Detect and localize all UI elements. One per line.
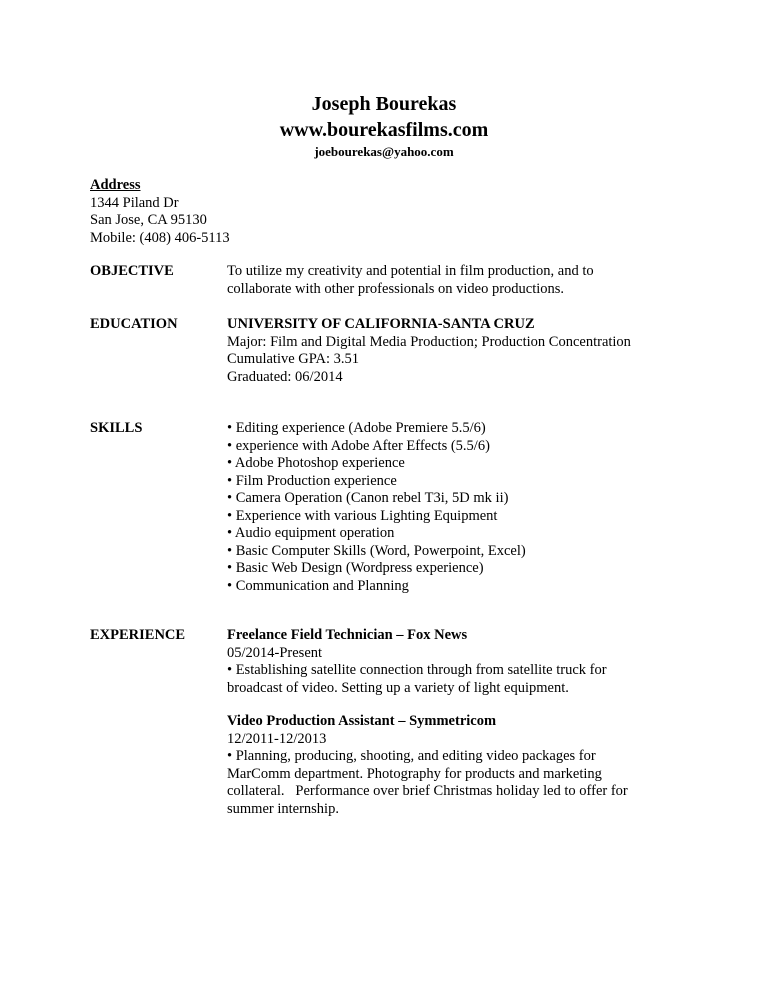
experience-label: EXPERIENCE <box>90 627 186 643</box>
job-dates: 05/2014-Present <box>227 644 323 661</box>
objective-body <box>227 263 594 298</box>
skills-label: SKILLS <box>90 420 143 436</box>
objective-label: OBJECTIVE <box>90 263 174 279</box>
skill-item: • experience with Adobe After Effects (5.5/6) <box>227 437 490 454</box>
education-body <box>227 316 631 386</box>
email-address: joebourekas@yahoo.com <box>314 144 454 159</box>
address-block <box>90 177 230 247</box>
skill-item: • Basic Computer Skills (Word, Powerpoint, Excel) <box>227 542 526 559</box>
skill-item: • Camera Operation (Canon rebel T3i, 5D mk ii) <box>227 490 509 506</box>
job-description-line: • Planning, producing, shooting, and editing video packages for <box>227 748 596 764</box>
objective-line: To utilize my creativity and potential in film production, and to <box>227 263 594 279</box>
skill-item: • Communication and Planning <box>227 577 409 594</box>
address-mobile: Mobile: (408) 406-5113 <box>90 229 230 246</box>
skill-item: • Basic Web Design (Wordpress experience) <box>227 560 484 576</box>
education-gpa: Cumulative GPA: 3.51 <box>227 351 359 367</box>
education-major: Major: Film and Digital Media Production; Production Concentration <box>227 333 631 350</box>
education-label: EDUCATION <box>90 316 178 332</box>
resume-name: Joseph Bourekas <box>311 93 457 115</box>
job-description-line: • Establishing satellite connection through from satellite truck for <box>227 662 607 678</box>
skill-item: • Film Production experience <box>227 472 397 489</box>
skill-item: • Adobe Photoshop experience <box>227 455 405 471</box>
job-description-line: MarComm department. Photography for products and marketing <box>227 765 602 782</box>
website-url: www.bourekasfilms.com <box>279 119 489 141</box>
job-description-line: summer internship. <box>227 800 339 817</box>
address-city: San Jose, CA 95130 <box>90 212 207 228</box>
address-street: 1344 Piland Dr <box>90 194 179 211</box>
job-description-line: collateral. Performance over brief Christmas holiday led to offer for <box>227 783 628 799</box>
objective-line: collaborate with other professionals on video productions. <box>227 280 565 297</box>
skill-item: • Editing experience (Adobe Premiere 5.5/6) <box>227 420 486 436</box>
school-name: UNIVERSITY OF CALIFORNIA-SANTA CRUZ <box>227 316 535 332</box>
skill-item: • Experience with various Lighting Equipment <box>227 507 498 524</box>
experience-job-1 <box>227 627 607 697</box>
education-graduated: Graduated: 06/2014 <box>227 368 343 385</box>
address-heading: Address <box>90 177 141 193</box>
job-title: Video Production Assistant – Symmetricom <box>227 713 497 729</box>
job-dates: 12/2011-12/2013 <box>227 730 327 747</box>
job-description-line: broadcast of video. Setting up a variety of light equipment. <box>227 679 569 696</box>
experience-job-2 <box>227 713 628 818</box>
skills-list <box>227 420 526 595</box>
job-title: Freelance Field Technician – Fox News <box>227 627 468 643</box>
skill-item: • Audio equipment operation <box>227 525 395 541</box>
